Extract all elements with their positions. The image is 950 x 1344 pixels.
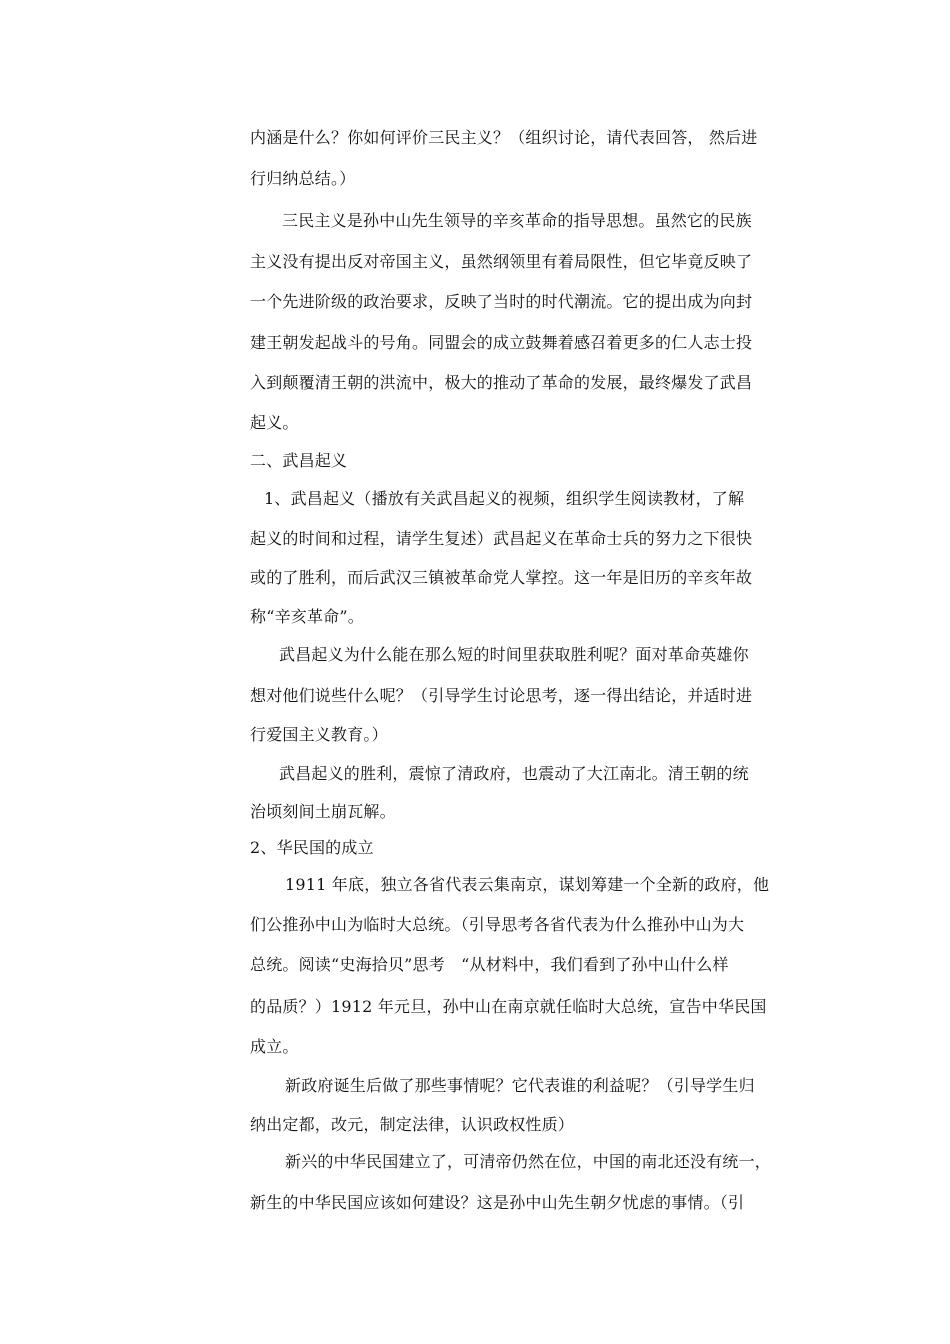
text-line: 想对他们说些什么呢？（引导学生讨论思考，逐一得出结论，并适时进 — [250, 686, 753, 705]
text-line: 新兴的中华民国建立了，可清帝仍然在位，中国的南北还没有统一， — [285, 1152, 772, 1171]
text-line: 新政府诞生后做了那些事情呢？它代表谁的利益呢？（引导学生归 — [285, 1076, 755, 1095]
text-line: 内涵是什么？你如何评价三民主义？（组织讨论，请代表回答， 然后进 — [250, 128, 758, 147]
text-line: 行归纳总结。） — [250, 169, 356, 188]
text-line: 纳出定都，改元，制定法律，认识政权性质） — [250, 1115, 575, 1134]
text-line: 起义。 — [250, 413, 299, 432]
subsection-heading: 2、华民国的成立 — [250, 838, 374, 857]
section-heading: 二、武昌起义 — [250, 451, 348, 470]
text-line: 或的了胜利，而后武汉三镇被革命党人掌控。这一年是旧历的辛亥年故 — [250, 568, 753, 587]
text-line: 一个先进阶级的政治要求，反映了当时的时代潮流。它的提出成为向封 — [250, 292, 753, 311]
text-line: 主义没有提出反对帝国主义，虽然纲领里有着局限性，但它毕竟反映了 — [250, 252, 753, 271]
text-line: 们公推孙中山为临时大总统。（引导思考各省代表为什么推孙中山为大 — [250, 915, 745, 934]
text-line: 行爱国主义教育。） — [250, 725, 388, 744]
text-line: 武昌起义为什么能在那么短的时间里获取胜利呢？面对革命英雄你 — [279, 645, 749, 664]
text-line: 的品质？）1912 年元旦，孙中山在南京就任临时大总统，宣告中华民国 — [250, 997, 767, 1016]
text-line: 治顷刻间土崩瓦解。 — [250, 802, 396, 821]
text-line: 称“辛亥革命”。 — [250, 607, 364, 626]
text-line: 新生的中华民国应该如何建设？这是孙中山先生朝夕忧虑的事情。（引 — [250, 1193, 745, 1212]
text-line: 三民主义是孙中山先生领导的辛亥革命的指导思想。虽然它的民族 — [282, 211, 752, 230]
text-line: 建王朝发起战斗的号角。同盟会的成立鼓舞着感召着更多的仁人志士投 — [250, 333, 753, 352]
text-line: 武昌起义的胜利，震惊了清政府，也震动了大江南北。清王朝的统 — [279, 764, 749, 783]
text-line: 成立。 — [250, 1037, 299, 1056]
text-line: 起义的时间和过程，请学生复述）武昌起义在革命士兵的努力之下很快 — [250, 529, 753, 548]
text-line: 1911 年底，独立各省代表云集南京，谋划筹建一个全新的政府，他 — [285, 875, 770, 894]
text-line: 总统。阅读“史海拾贝”思考 “从材料中，我们看到了孙中山什么样 — [250, 955, 729, 974]
text-line: 入到颠覆清王朝的洪流中，极大的推动了革命的发展，最终爆发了武昌 — [250, 373, 753, 392]
subsection-line: 1、武昌起义（播放有关武昌起义的视频，组织学生阅读教材，了解 — [264, 489, 745, 508]
